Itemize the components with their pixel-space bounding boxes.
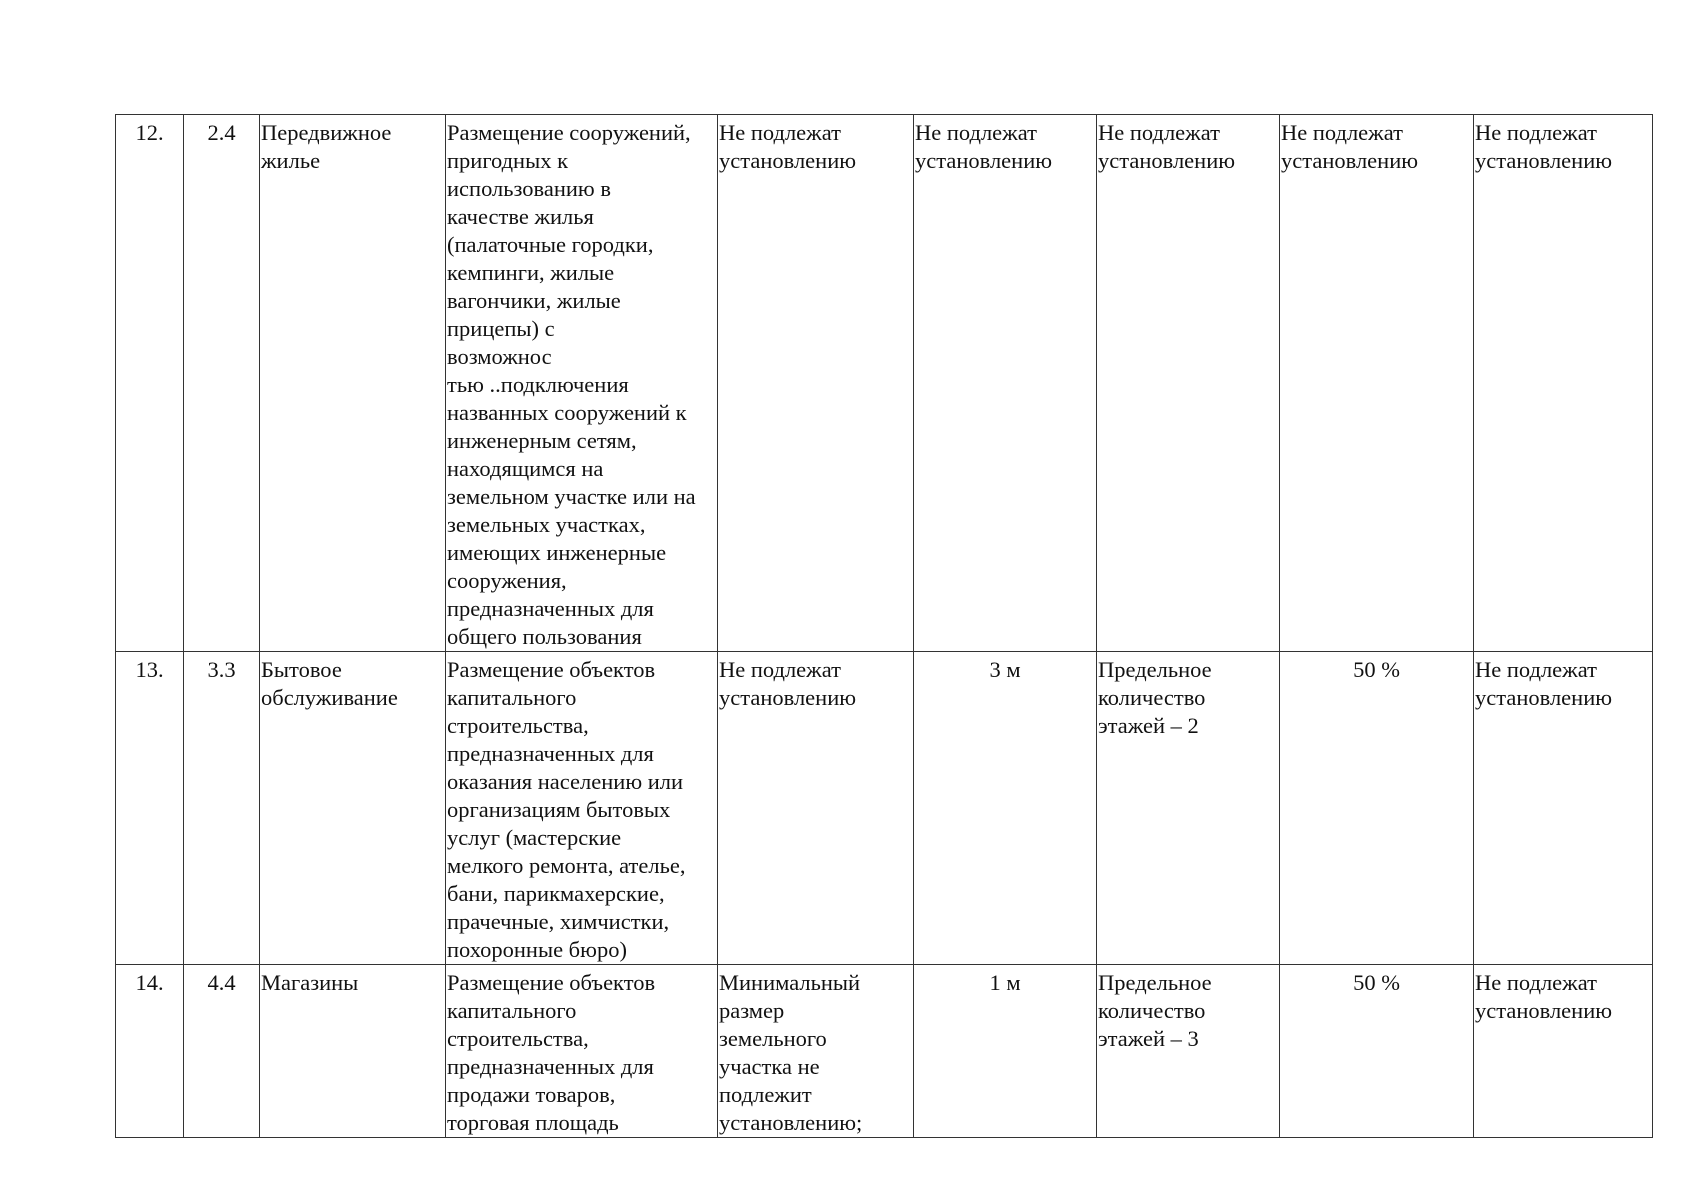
coverage-cell [1280, 115, 1474, 652]
use-code: 3.3 [207, 657, 236, 682]
other-params-cell [1474, 115, 1653, 652]
use-description-cell [446, 115, 718, 652]
plot-size-cell [718, 115, 914, 652]
plot-size: Не подлежат установлению [719, 657, 857, 710]
use-description: Размещение объектов капитального строительства, предназначенных для продажи товаров, торговая площадь [447, 970, 656, 1135]
table-row [116, 115, 1653, 652]
row-number-cell [116, 965, 184, 1138]
coverage: 50 % [1353, 657, 1400, 682]
use-name-cell [260, 965, 446, 1138]
row-number: 12. [135, 120, 164, 145]
row-number-cell [116, 115, 184, 652]
use-description: Размещение объектов капитального строительства, предназначенных для оказания населению или организациям бытовых услуг (мастерские мелкого ремонта, ателье, бани, парикмахерские, прачечные, химчистки, похоронные бюро) [447, 657, 686, 962]
row-number-cell [116, 652, 184, 965]
use-code: 4.4 [207, 970, 236, 995]
row-number: 14. [135, 970, 164, 995]
plot-size-cell [718, 652, 914, 965]
floors-cell [1097, 652, 1280, 965]
coverage: 50 % [1353, 970, 1400, 995]
coverage-cell [1280, 652, 1474, 965]
use-name: Передвижное жилье [261, 120, 392, 173]
use-name: Магазины [261, 970, 359, 995]
use-code-cell [184, 652, 260, 965]
coverage: Не подлежат установлению [1281, 120, 1419, 173]
use-description-cell [446, 652, 718, 965]
use-description-cell [446, 965, 718, 1138]
other-params-cell [1474, 965, 1653, 1138]
row-number: 13. [135, 657, 164, 682]
use-code-cell [184, 115, 260, 652]
setback-cell [914, 652, 1097, 965]
other-params-cell [1474, 652, 1653, 965]
use-name: Бытовое обслуживание [261, 657, 398, 710]
table-row [116, 652, 1653, 965]
plot-size: Не подлежат установлению [719, 120, 857, 173]
floors: Не подлежат установлению [1098, 120, 1236, 173]
floors: Предельное количество этажей – 2 [1098, 657, 1212, 738]
other-params: Не подлежат установлению [1475, 120, 1613, 173]
use-code: 2.4 [207, 120, 236, 145]
floors-cell [1097, 115, 1280, 652]
other-params: Не подлежат установлению [1475, 970, 1613, 1023]
use-description: Размещение сооружений, пригодных к использованию в качестве жилья (палаточные городки, кемпинги, жилые вагончики, жилые прицепы) с возможнос тью ..подключения названных сооружений к инженерным сетям, находящимся на земельном участке или на земельных участках, имеющих инженерные сооружения, предназначенных для общего пользования [447, 120, 696, 649]
coverage-cell [1280, 965, 1474, 1138]
plot-size: Минимальный размер земельного участка не подлежит установлению; [719, 970, 863, 1135]
other-params: Не подлежат установлению [1475, 657, 1613, 710]
setback: 1 м [989, 970, 1021, 995]
setback: 3 м [989, 657, 1021, 682]
use-code-cell [184, 965, 260, 1138]
land-use-regulations-table [115, 114, 1653, 1138]
setback-cell [914, 965, 1097, 1138]
use-name-cell [260, 115, 446, 652]
floors: Предельное количество этажей – 3 [1098, 970, 1212, 1051]
setback: Не подлежат установлению [915, 120, 1053, 173]
plot-size-cell [718, 965, 914, 1138]
use-name-cell [260, 652, 446, 965]
setback-cell [914, 115, 1097, 652]
floors-cell [1097, 965, 1280, 1138]
table-row [116, 965, 1653, 1138]
